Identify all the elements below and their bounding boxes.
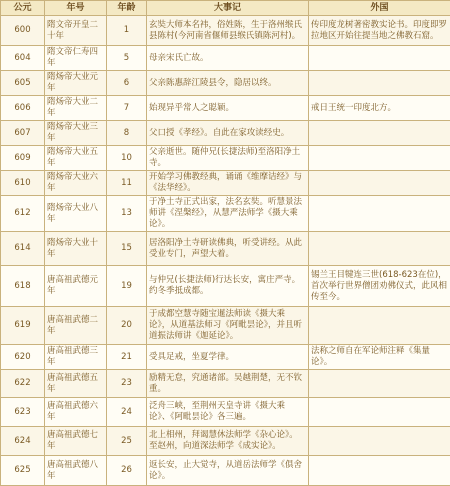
cell-reign: 唐高祖武德五年: [45, 370, 107, 398]
cell-age: 6: [107, 71, 147, 96]
cell-ad-year: 609: [1, 146, 45, 171]
table-row: [1, 171, 450, 196]
cell-reign: 隋文帝开皇二十年: [45, 16, 107, 46]
cell-ad-year: 625: [1, 456, 45, 486]
table-row: [1, 427, 450, 456]
cell-ad-year: 605: [1, 71, 45, 96]
cell-event: 父亲逝世。随仲兄(长捷法师)至洛阳净土寺。: [147, 146, 309, 171]
header-ad-year: 公元: [1, 1, 45, 16]
table-row: [1, 266, 450, 307]
cell-ad-year: 622: [1, 370, 45, 398]
header-reign: 年号: [45, 1, 107, 16]
cell-reign: 隋文帝仁寿四年: [45, 46, 107, 71]
cell-ad-year: 610: [1, 171, 45, 196]
table-row: [1, 146, 450, 171]
cell-foreign: [309, 121, 450, 146]
cell-ad-year: 612: [1, 196, 45, 232]
cell-event: 父亲陈惠辞江陵县令，隐居以终。: [147, 71, 309, 96]
cell-ad-year: 618: [1, 266, 45, 307]
header-events: 大事记: [147, 1, 309, 16]
cell-ad-year: 624: [1, 427, 45, 456]
cell-foreign: [309, 46, 450, 71]
cell-foreign: [309, 146, 450, 171]
cell-foreign: [309, 307, 450, 345]
table-row: [1, 370, 450, 398]
cell-event: 父口授《孝经》。自此在家攻读经史。: [147, 121, 309, 146]
cell-reign: 隋炀帝大业十年: [45, 232, 107, 266]
cell-foreign: [309, 196, 450, 232]
table-row: [1, 398, 450, 427]
cell-reign: 唐高祖武德三年: [45, 345, 107, 370]
cell-age: 25: [107, 427, 147, 456]
cell-foreign: [309, 370, 450, 398]
cell-ad-year: 607: [1, 121, 45, 146]
cell-ad-year: 619: [1, 307, 45, 345]
cell-foreign: [309, 71, 450, 96]
cell-age: 7: [107, 96, 147, 121]
table-row: [1, 121, 450, 146]
cell-foreign: 戒日王统一印度北方。: [309, 96, 450, 121]
cell-reign: 隋炀帝大业二年: [45, 96, 107, 121]
cell-ad-year: 620: [1, 345, 45, 370]
cell-foreign: [309, 427, 450, 456]
cell-event: 母亲宋氏亡故。: [147, 46, 309, 71]
cell-ad-year: 604: [1, 46, 45, 71]
cell-event: 泛舟三峡，至荆州天皇寺讲《摄大乘论》、《阿毗昙论》各三遍。: [147, 398, 309, 427]
cell-foreign: [309, 171, 450, 196]
cell-event: 于成都空慧寺随宝暹法师读《摄大乘论》，从道基法师习《阿毗昙论》，并且听道振法师讲《迦延论》。: [147, 307, 309, 345]
cell-age: 1: [107, 16, 147, 46]
header-row: [1, 1, 450, 16]
cell-foreign: [309, 456, 450, 486]
cell-age: 23: [107, 370, 147, 398]
cell-ad-year: 606: [1, 96, 45, 121]
cell-age: 11: [107, 171, 147, 196]
cell-ad-year: 614: [1, 232, 45, 266]
cell-event: 玄奘大师本名袆，俗姓陈，生于洛州缑氏县陈村(今河南省偃师县缑氏镇陈河村)。: [147, 16, 309, 46]
cell-age: 15: [107, 232, 147, 266]
table-row: [1, 16, 450, 46]
cell-age: 8: [107, 121, 147, 146]
cell-age: 13: [107, 196, 147, 232]
cell-age: 19: [107, 266, 147, 307]
cell-age: 24: [107, 398, 147, 427]
cell-age: 10: [107, 146, 147, 171]
table-row: [1, 345, 450, 370]
cell-foreign: 法称之师自在军论师注释《集量论》。: [309, 345, 450, 370]
table-row: [1, 96, 450, 121]
cell-ad-year: 600: [1, 16, 45, 46]
table-row: [1, 46, 450, 71]
cell-event: 居洛阳净土寺研读佛典，听受讲经。从此受业专门，声望大着。: [147, 232, 309, 266]
cell-reign: 唐高祖武德六年: [45, 398, 107, 427]
table-row: [1, 71, 450, 96]
cell-reign: 唐高祖武德元年: [45, 266, 107, 307]
cell-reign: 隋炀帝大业八年: [45, 196, 107, 232]
table-row: [1, 456, 450, 486]
cell-foreign: 传印度龙树著密教实论书。印度即罗拉地区开始往提当地之佛教石窟。: [309, 16, 450, 46]
cell-reign: 唐高祖武德二年: [45, 307, 107, 345]
cell-event: 北上相州，拜谒慧休法师学《杂心论》。至赵州，向道深法师学《成实论》。: [147, 427, 309, 456]
cell-event: 于净土寺正式出家，法名玄奘。听慧景法师讲《涅槃经》，从慧严法师学《摄大乘论》。: [147, 196, 309, 232]
cell-reign: 隋炀帝大业五年: [45, 146, 107, 171]
cell-age: 26: [107, 456, 147, 486]
header-foreign: 外国: [309, 1, 450, 16]
cell-foreign: [309, 232, 450, 266]
cell-reign: 隋炀帝大业三年: [45, 121, 107, 146]
cell-event: 与仲兄(长捷法师)行达长安，寓庄严寺。约冬季抵成都。: [147, 266, 309, 307]
cell-event: 励精无怠，究通诸部。吴越荆楚，无不钦重。: [147, 370, 309, 398]
cell-event: 返长安，止大觉寺，从道岳法师学《俱舍论》。: [147, 456, 309, 486]
table-row: [1, 196, 450, 232]
table-body: [1, 16, 450, 486]
table-row: [1, 232, 450, 266]
cell-reign: 唐高祖武德七年: [45, 427, 107, 456]
cell-event: 始现异乎常人之聪颖。: [147, 96, 309, 121]
cell-reign: 隋炀帝大业六年: [45, 171, 107, 196]
header-age: 年龄: [107, 1, 147, 16]
cell-age: 20: [107, 307, 147, 345]
cell-event: 开始学习佛教经典，诵诵《维摩诘经》与《法华经》。: [147, 171, 309, 196]
cell-foreign: 锡兰王目犍连三世(618-623在位)，首次举行世界僧团劝佛仪式，此风相传至今。: [309, 266, 450, 307]
cell-event: 受具足戒，坐夏学律。: [147, 345, 309, 370]
cell-age: 21: [107, 345, 147, 370]
cell-foreign: [309, 398, 450, 427]
table-row: [1, 307, 450, 345]
cell-reign: 隋炀帝大业元年: [45, 71, 107, 96]
cell-age: 5: [107, 46, 147, 71]
cell-ad-year: 623: [1, 398, 45, 427]
cell-reign: 唐高祖武德八年: [45, 456, 107, 486]
